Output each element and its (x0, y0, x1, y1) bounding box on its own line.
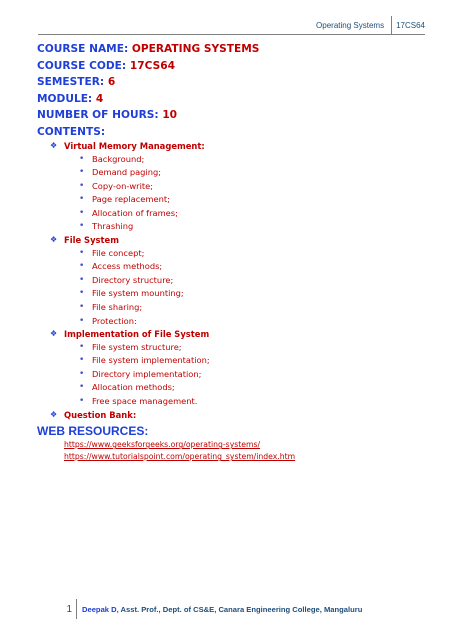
section-title-text: Question Bank: (64, 409, 137, 420)
topic-list (50, 247, 427, 329)
list-item: • File system mounting; (50, 287, 427, 301)
list-item: • Copy-on-write; (50, 180, 427, 194)
hours-value: 10 (162, 109, 178, 121)
list-item: • Directory structure; (50, 274, 427, 288)
diamond-bullet-icon: ❖ (50, 329, 58, 339)
list-item: • Demand paging; (50, 166, 427, 180)
section-title (50, 328, 427, 341)
list-item: • Background; (50, 153, 427, 167)
web-resources-links (64, 439, 427, 463)
document-body (37, 41, 427, 463)
module-label: MODULE: (37, 92, 93, 105)
list-item: • File sharing; (50, 301, 427, 315)
header-title: Operating Systems (316, 20, 385, 30)
section-title (50, 140, 427, 153)
list-item: • Allocation methods; (50, 381, 427, 395)
page-header (316, 16, 425, 34)
course-code-label: COURSE CODE: (37, 59, 127, 72)
web-resources-heading: WEB RESOURCES: (37, 424, 149, 439)
topic-list (50, 153, 427, 235)
semester-line (37, 74, 427, 91)
section-title-text: File System (64, 235, 119, 246)
contents-heading: CONTENTS: (37, 125, 106, 138)
header-course-code: 17CS64 (396, 20, 425, 30)
course-code-value: 17CS64 (129, 59, 175, 72)
diamond-bullet-icon: ❖ (50, 141, 58, 150)
section-title (50, 409, 427, 422)
section-title-text: Implementation of File System (64, 329, 210, 340)
list-item: • Thrashing (50, 220, 427, 234)
course-name-label: COURSE NAME: (37, 43, 129, 55)
footer-affiliation: Asst. Prof., Dept. of CS&E, Canara Engineering College, Mangaluru (118, 604, 363, 614)
section-question-bank (50, 409, 427, 422)
section-title-text: Virtual Memory Management: (64, 141, 205, 151)
hours-label: NUMBER OF HOURS: (37, 109, 159, 121)
section-implementation-file-system (50, 328, 427, 408)
footer-divider (76, 599, 77, 619)
diamond-bullet-icon: ❖ (50, 235, 58, 245)
semester-label: SEMESTER: (37, 76, 105, 88)
list-item: • Protection: (50, 315, 427, 329)
list-item: • File system structure; (50, 341, 427, 355)
list-item: • Page replacement; (50, 193, 427, 207)
footer-author: Deepak D, (82, 604, 119, 614)
section-title (50, 234, 427, 247)
topic-list (50, 341, 427, 409)
page-footer (60, 598, 362, 620)
list-item: • Access methods; (50, 260, 427, 274)
course-code-line (37, 58, 427, 75)
hours-line (37, 107, 427, 124)
list-item: • File system implementation; (50, 354, 427, 368)
page-number: 1 (66, 603, 72, 615)
resource-link[interactable]: https://www.tutorialspoint.com/operating_system/index.htm (64, 452, 296, 462)
header-divider (391, 16, 392, 34)
list-item: • File concept; (50, 247, 427, 261)
section-file-system (50, 234, 427, 328)
list-item: • Free space management. (50, 395, 427, 409)
module-value: 4 (95, 92, 104, 105)
semester-value: 6 (107, 76, 116, 88)
list-item: • Directory implementation; (50, 368, 427, 382)
list-item: • Allocation of frames; (50, 207, 427, 221)
section-virtual-memory (50, 140, 427, 234)
module-line (37, 91, 427, 108)
resource-link[interactable]: https://www.geeksforgeeks.org/operating-systems/ (64, 440, 261, 450)
course-name-value: OPERATING SYSTEMS (131, 43, 260, 55)
course-name-line (37, 41, 427, 58)
header-rule (38, 34, 425, 35)
diamond-bullet-icon: ❖ (50, 409, 58, 419)
